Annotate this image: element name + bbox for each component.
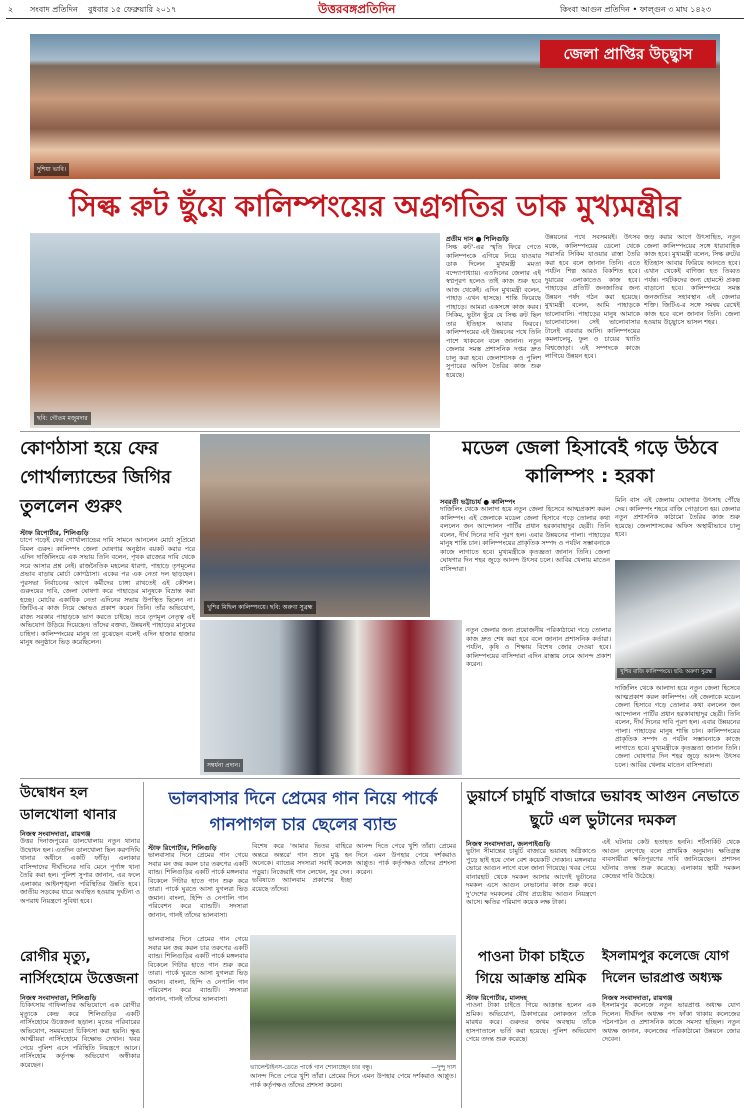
dalkhola-headline: উদ্বোধন হল ডালখোলা থানার xyxy=(20,785,117,823)
page-header xyxy=(0,0,750,18)
photo-credit: দুশিয়া ভাবি। xyxy=(34,163,69,176)
fire-text-2: এই ঘটনায় কেউ হতাহত হননি। শর্টসার্কিট থেকে আগুন লেগেছে বলে প্রাথমিক অনুমান। ক্ষতিগ্রস্ত ব্যবসায়ীরা ক্ষতিপূরণের দাবি জানিয়েছেন। প্রশাসন ঘটনার তদন্ত শুরু করেছে। এলাকায় স্থায়ী দমকল কেন্দ্রের দাবি উঠেছে। xyxy=(602,838,740,880)
band-text-3: আনন্দ দিতে পেরে খুশি তাঁরা। প্রেমের দিনে এমন উপহার পেয়ে দর্শকরাও আপ্লুত। পার্ক কর্তৃপক্ষও তাঁদের প্রশংসা করেন। xyxy=(356,842,456,876)
stage-photo-caption: সম্বর্ধনা প্রদান। xyxy=(204,759,243,772)
band-byline: স্টাফ রিপোর্টার, শিলিগুড়ি xyxy=(148,844,217,852)
fire-byline: নিজস্ব সংবাদদাতা, জলপাইগুড়ি xyxy=(466,840,551,848)
lead-headline: সিল্ক রুট ছুঁয়ে কালিম্পংয়ের অগ্রগতির ডাক মুখ্যমন্ত্রীর xyxy=(69,189,681,223)
band-text-2: বিশেষ করে 'আমার ভিতর বাহিরে অন্তরে অন্তরে' গান শুনে মুগ্ধ হন অনেকে। ব্যান্ডের সদস্যরা সবাই কলেজ পড়ুয়া। নিজেরাই গান লেখেন, সুর দেন। ভবিষ্যতে অ্যালবাম প্রকাশের ইচ্ছা রয়েছে তাঁদের। xyxy=(252,842,352,893)
page-number: ২ xyxy=(8,5,14,14)
gurung-text: চাপে পড়েই ফের গোর্খাল্যান্ডের দাবি সামনে আনলেন মোর্চা সুপ্রিমো বিমল গুরুং। কালিম্পং জেলা ঘোষণার অনুষ্ঠান বয়কট করার পরে এদিন দার্জিলিংয়ে এক সভায় তিনি বলেন, পৃথক রাজ্যের দাবি থেকে সরে আসার প্রশ্ন নেই। রাজনৈতিক মহলের ধারণা, পাহাড়ে তৃণমূলের প্রভাব বাড়ায় মোর্চা কোণঠাসা। একের পর এক নেতা দল ছাড়ছেন। পুরসভা নির্বাচনের আগে কর্মীদের চাঙ্গা রাখতেই এই কৌশল। গুরুংয়ের দাবি, জেলা ঘোষণা করে পাহাড়ের মানুষকে বিভ্রান্ত করা হচ্ছে। মোর্চার একাধিক নেতা এদিনের সভায় উপস্থিত ছিলেন না। জিটিএ-র কাজ নিয়ে ক্ষোভও প্রকাশ করেন তিনি। তাঁর অভিযোগ, রাজ্য সরকার পাহাড়কে ভাগ করতে চাইছে। তবে তৃণমূল নেতৃত্ব এই অভিযোগ উড়িয়ে দিয়েছেন। তাঁদের বক্তব্য, উন্নয়নই পাহাড়ের মানুষের চাহিদা। কালিম্পংয়ের মানুষ তা বুঝেছেন বলেই এদিন হাজার হাজার মানুষ অনুষ্ঠানে ভিড় করেছিলেন। xyxy=(20,536,195,646)
gurung-byline: স্টাফ রিপোর্টার, শিলিগুড়ি xyxy=(20,529,89,537)
fireworks-photo xyxy=(615,560,740,680)
header-date-right: কিংবা আগুন প্রতিদিন • ফাল্গুন ৩ মাঘ ১৪২৩ xyxy=(560,5,712,14)
dalkhola-text: উত্তর দিনাজপুরের ডালখোলায় নতুন থানার উদ্বোধন হল। এতদিন ডালখোলা ছিল করণদিঘি থানার অধীনে একটি ফাঁড়ি। এলাকার বাসিন্দাদের দীর্ঘদিনের দাবি মেনে পূর্ণাঙ্গ থানা তৈরি করা হল। পুলিশ সুপার জানান, এর ফলে এলাকার আইনশৃঙ্খলা পরিস্থিতির উন্নতি হবে। জাতীয় সড়কের ধারে অবস্থিত হওয়ায় দুর্ঘটনা ও অপরাধ নিয়ন্ত্রণে সুবিধা হবে। xyxy=(20,837,140,905)
nursing-byline: নিজস্ব সংবাদদাতা, শিলিগুড়ি xyxy=(20,994,97,1002)
crowd-photo xyxy=(200,434,430,617)
lead-col-1: সিল্ক রুট'-এর স্মৃতি ফিরে পেতে কালিম্পংকে এগিয়ে নিয়ে যাওয়ার ডাক দিলেন মুখ্যমন্ত্রী মমতা বন্দ্যোপাধ্যায়। এতদিনের জেলার এই স্বপ্নপূরণ হলেও তাই কাজ শুরু হবে আজ থেকেই। এদিন মুখ্যমন্ত্রী বলেন, পাহাড় এখন হাসছে। শান্তি ফিরেছে পাহাড়ে। আমরা একসঙ্গে কাজ করব। সিকিম, ভুটান ছুঁয়ে যে সিল্ক রুট ছিল তার ইতিহাস আবার ফিরবে। কালিম্পংয়ের এই উন্নয়নের পথে তিনি পাশে থাকবেন বলে জানান। নতুন জেলার সমস্ত প্রশাসনিক দপ্তর দ্রুত চালু করা হবে। জেলাশাসক ও পুলিশ সুপারের অফিস তৈরির কাজ শুরু হয়েছে। xyxy=(446,243,541,379)
pawna-byline: স্টাফ রিপোর্টার, মালদহ xyxy=(466,994,527,1002)
divider-2 xyxy=(20,778,740,779)
fire-headline: ডুয়ার্সে চামুর্চি বাজারে ভয়াবহ আগুন নেভাতে ছুটে এল ভুটানের দমকল xyxy=(466,787,740,829)
band-headline: ভালবাসার দিনে প্রেমের গান নিয়ে পার্কে গানপাগল চার ছেলের ব্যান্ড xyxy=(168,789,438,835)
celebration-photo xyxy=(30,34,720,179)
lead-col-2: উন্নয়নের পথে সবসময়ই। উৎসব মঞ্চে, কালিম্পংয়ের ডেলো থেকে সরাসরি সিকিম যাওয়ার রাস্তা তৈরি করা হবে বলে জানান তিনি। এতে পর্যটন শিল্প আরও বিকশিত হবে। দুয়ারের এলাকাতেও কাজ হবে। পাহাড়ের প্রতিটি জনজাতির জন্য উন্নয়ন পর্ষদ গঠন করা হয়েছে। মুখ্যমন্ত্রী বলেন, আমি পাহাড়কে ভালোবাসি। পাহাড়ের মানুষ আমাকে ভালোবাসেন। সেই ভালোবাসার টানেই বারবার আসি। কালিম্পংয়ের কমলালেবু, ফুল ও চায়ের খ্যাতি বিশ্বজোড়া। এই সম্পদকে কাজে লাগিয়ে উন্নয়ন হবে। xyxy=(545,233,640,360)
stage-photo xyxy=(200,620,462,775)
model-text: দার্জিলিং থেকে আলাদা হয়ে নতুন জেলা হিসেবে আত্মপ্রকাশ করল কালিম্পং। এই জেলাকে মডেল জেলা হিসাবে গড়ে তোলার কথা বললেন জন আন্দোলন পার্টির প্রধান হরকাবাহাদুর ছেত্রী। তিনি বলেন, দীর্ঘ দিনের দাবি পূরণ হল। এবার উন্নয়নের পালা। পাহাড়ের মানুষ শান্তি চান। কালিম্পংয়ের প্রাকৃতিক সম্পদ ও পর্যটন সম্ভাবনাকে কাজে লাগাতে হবে। মুখ্যমন্ত্রীকে কৃতজ্ঞতা জানান তিনি। জেলা ঘোষণার দিন শহর জুড়ে আনন্দ উৎসব চলে। আবির খেলায় মাতেন বাসিন্দারা। xyxy=(440,505,610,573)
islampur-headline: ইসলামপুর কলেজে যোগ দিলেন ভারপ্রাপ্ত অধ্যক্ষ xyxy=(602,949,729,986)
band-text-1: ভালবাসার দিনে প্রেমের গান গেয়ে সবার মন জয় করল চার তরুণের একটি ব্যান্ড। শিলিগুড়ির একটি পার্কে মঙ্গলবার বিকেলে গিটার হাতে গান শুরু করে তারা। পার্কে ঘুরতে আসা যুগলরা ভিড় জমান। বাংলা, হিন্দি ও নেপালি গান পরিবেশন করে ব্যান্ডটি। সদস্যরা জানান, গানই তাঁদের ভালবাসা। xyxy=(148,851,248,919)
model-text-4: দার্জিলিং থেকে আলাদা হয়ে নতুন জেলা হিসেবে আত্মপ্রকাশ করল কালিম্পং। এই জেলাকে মডেল জেলা হিসাবে গড়ে তোলার কথা বললেন জন আন্দোলন পার্টির প্রধান হরকাবাহাদুর ছেত্রী। তিনি বলেন, দীর্ঘ দিনের দাবি পূরণ হল। এবার উন্নয়নের পালা। পাহাড়ের মানুষ শান্তি চান। কালিম্পংয়ের প্রাকৃতিক সম্পদ ও পর্যটন সম্ভাবনাকে কাজে লাগাতে হবে। মুখ্যমন্ত্রীকে কৃতজ্ঞতা জানান তিনি। জেলা ঘোষণার দিন শহর জুড়ে আনন্দ উৎসব চলে। আবির খেলায় মাতেন বাসিন্দারা। xyxy=(615,684,740,769)
gurung-headline: কোণঠাসা হয়ে ফের গোর্খাল্যান্ডের জিগির তুললেন গুরুং xyxy=(20,438,172,517)
lead-photo xyxy=(30,233,440,428)
model-text-3: নতুন জেলার জন্য প্রয়োজনীয় পরিকাঠামো গড়ে তোলার কাজ দ্রুত শেষ করা হবে বলে জানান প্রশাসনিক কর্তারা। পর্যটন, কৃষি ও শিক্ষায় বিশেষ জোর দেওয়া হবে। কালিম্পংয়ের বাসিন্দারা এদিন রাস্তায় নেমে আনন্দ প্রকাশ করেন। xyxy=(466,626,611,668)
crowd-photo-caption: খুশির মিছিল কালিম্পংয়ে। ছবি: অরুণা সুব্রহ্ম xyxy=(204,601,316,614)
fire-text-1: ভুটান সীমান্তের চামুর্চি বাজারে ভয়াবহ অগ্নিকাণ্ডে পুড়ে ছাই হয়ে গেল বেশ কয়েকটি দোকান। মঙ্গলবার ভোরে আগুন লাগে বলে জানা গিয়েছে। খবর পেয়ে বানারহাট থেকে দমকল আসার আগেই ভুটানের দমকল এসে আগুন নেভানোর কাজ শুরু করে। দু'দেশের দমকলের যৌথ প্রচেষ্টায় আগুন নিয়ন্ত্রণে আসে। ক্ষতির পরিমাণ কয়েক লক্ষ টাকা। xyxy=(466,847,596,906)
fireworks-photo-caption: খুশির বাজি কালিম্পংয়ে। ছবি: অরুণা সুব্রহ্ম xyxy=(617,668,716,678)
pawna-headline: পাওনা টাকা চাইতে গিয়ে আক্রান্ত শ্রমিক xyxy=(475,949,587,987)
lead-byline: প্রতীম দাস ● শিলিগুড়ি xyxy=(446,235,509,243)
band-photo-caption: ভ্যালেন্টাইনস-ডেতে পার্কে গান শোনাচ্ছেন চার বন্ধু। xyxy=(250,1064,373,1071)
header-date: বুধবার ১৫ ফেব্রুয়ারি ২০১৭ xyxy=(88,5,177,14)
nursing-text: চিকিৎসায় গাফিলতির অভিযোগে এক রোগীর মৃত্যুকে কেন্দ্র করে শিলিগুড়ির একটি নার্সিংহোমে উত্তেজনা ছড়াল। মৃতের পরিবারের অভিযোগ, সময়মতো চিকিৎসা করা হয়নি। ক্ষুব্ধ আত্মীয়রা নার্সিংহোমে বিক্ষোভ দেখান। খবর পেয়ে পুলিশ এসে পরিস্থিতি নিয়ন্ত্রণে আনে। নার্সিংহোম কর্তৃপক্ষ অভিযোগ অস্বীকার করেছেন। xyxy=(20,1001,140,1069)
band-photo-credit: —দুন্দু দাস xyxy=(431,1064,456,1071)
divider-v1 xyxy=(143,782,144,1108)
divider-v2 xyxy=(461,782,462,1108)
lead-col-3: জড় করার আগে উৎসাহিত, নতুন জেলা কালিম্পংয়ের সঙ্গে ধারাবাহিক কাজ হবে। মুখ্যমন্ত্রী বলেন, সিল্ক রুটের ইতিহাস আবার ফিরিয়ে আনতে হবে। এখান থেকেই বাণিজ্য হত তিব্বত পর্যন্ত। পর্যটকদের জন্য হোমস্টে প্রকল্প বাড়ানো হবে। কালিম্পংয়ে সমস্ত জনজাতির সহাবস্থান এই জেলার শক্তি। জিটিএ-র সঙ্গে সমন্বয় রেখেই কাজ হবে বলে জানান তিনি। জেলা হওয়ায় উচ্ছ্বাসে ভাসল শহর। xyxy=(644,233,740,326)
band-photo xyxy=(250,935,456,1060)
model-headline: মডেল জেলা হিসাবেই গড়ে উঠবে কালিম্পং : হরকা xyxy=(462,437,718,487)
pawna-text: পাওনা টাকা চাইতে গিয়ে আক্রান্ত হলেন এক শ্রমিক। অভিযোগ, ঠিকাদারের লোকজন তাঁকে মারধর করে। গুরুতর জখম অবস্থায় তাঁকে হাসপাতালে ভর্তি করা হয়েছে। পুলিশ অভিযোগ পেয়ে তদন্ত শুরু করেছে। xyxy=(466,1001,596,1043)
nursing-headline: রোগীর মৃত্যু, নার্সিংহোমে উত্তেজনা xyxy=(20,949,139,987)
band-text-4: ভালবাসার দিনে প্রেমের গান গেয়ে সবার মন জয় করল চার তরুণের একটি ব্যান্ড। শিলিগুড়ির একটি পার্কে মঙ্গলবার বিকেলে গিটার হাতে গান শুরু করে তারা। পার্কে ঘুরতে আসা যুগলরা ভিড় জমান। বাংলা, হিন্দি ও নেপালি গান পরিবেশন করে ব্যান্ডটি। সদস্যরা জানান, গানই তাঁদের ভালবাসা। xyxy=(148,935,248,1003)
photo-badge: জেলা প্রাপ্তির উচ্ছ্বাস xyxy=(540,40,716,68)
dalkhola-byline: নিজস্ব সংবাদদাতা, রায়গঞ্জ xyxy=(20,830,91,838)
header-rule xyxy=(6,18,744,19)
band-text-5: আনন্দ দিতে পেরে খুশি তাঁরা। প্রেমের দিনে এমন উপহার পেয়ে দর্শকরাও আপ্লুত। পার্ক কর্তৃপক্ষও তাঁদের প্রশংসা করেন। xyxy=(250,1072,456,1089)
divider-1 xyxy=(20,431,740,432)
islampur-text: ইসলামপুর কলেজে নতুন ভারপ্রাপ্ত অধ্যক্ষ যোগ দিলেন। দীর্ঘদিন অধ্যক্ষ পদ ফাঁকা থাকায় কলেজের পঠনপাঠন ও প্রশাসনিক কাজে সমস্যা হচ্ছিল। নতুন অধ্যক্ষ জানান, কলেজের পরিকাঠামো উন্নয়নে জোর দেবেন। xyxy=(602,1001,740,1043)
islampur-byline: নিজস্ব সংবাদদাতা, রায়গঞ্জ xyxy=(602,994,673,1002)
lead-photo-credit: ছবি: গৌতম মজুমদার xyxy=(34,412,91,425)
masthead: উত্তরবঙ্গপ্রতিদিন xyxy=(318,2,396,16)
paper-name: সংবাদ প্রতিদিন xyxy=(30,5,78,14)
model-byline: সবরতী ভট্টাচার্য ● কালিম্পং xyxy=(440,498,516,506)
model-text-2: মিনি বাস এই জেলায় ঘোষণার উৎসাহ পৌঁছে দেয়। কালিম্পং শহরে বাজি পোড়ানো হয়। জেলার নতুন প্রশাসনিক কাঠামো তৈরির কাজ শুরু হয়েছে। জেলাশাসকের অফিস অস্থায়ীভাবে চালু হবে। xyxy=(615,496,740,538)
